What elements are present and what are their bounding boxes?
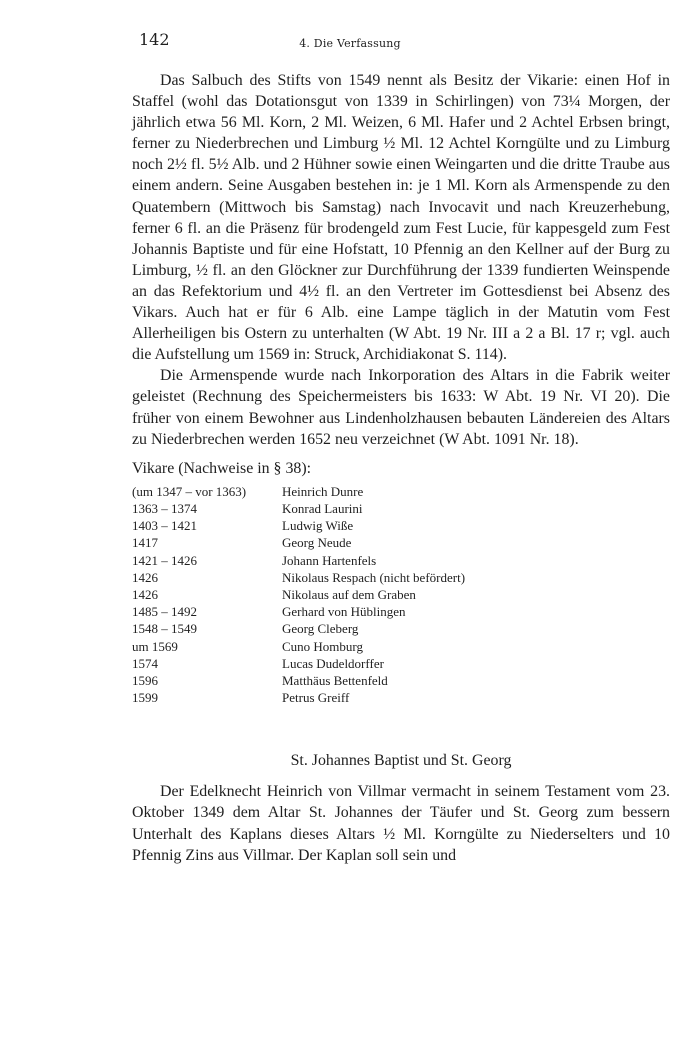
vicar-date: 1417 xyxy=(132,535,158,551)
vicar-row xyxy=(132,569,465,586)
vicar-row xyxy=(132,500,465,517)
vicar-name: Ludwig Wiße xyxy=(282,518,354,534)
vicar-row xyxy=(132,603,465,620)
vicar-row xyxy=(132,638,465,655)
vicar-name: Heinrich Dunre xyxy=(282,483,364,499)
body-paragraph-2: Die Armenspende wurde nach Inkorporation des Altars in die Fabrik weiter geleistet (Rechnung des Speichermeisters bis 1633: W Abt. 19 Nr. VI 20). Die früher von einem Bewohner aus Lindenholzhausen bebauten Ländereien des Altars zu Niederbrechen werden 1652 neu verzeichnet (W Abt. 1091 Nr. 18). xyxy=(132,367,670,448)
vicars-table xyxy=(132,483,465,707)
vicar-name: Johann Hartenfels xyxy=(282,552,377,568)
vicars-heading: Vikare (Nachweise in § 38): xyxy=(132,459,312,477)
page-header xyxy=(0,0,700,70)
vicar-date: 1548 – 1549 xyxy=(132,621,197,637)
vicar-name: Gerhard von Hüblingen xyxy=(282,604,406,620)
vicar-date: 1421 – 1426 xyxy=(132,552,197,568)
page-number: 142 xyxy=(139,30,170,49)
body-paragraph-1: Das Salbuch des Stifts von 1549 nennt als Besitz der Vikarie: einen Hof in Staffel (wohl das Dotationsgut von 1339 in Schirlingen) von 73¼ Morgen, der jährlich etwa 56 Ml. Korn, 2 Ml. Weizen, 6 Ml. Hafer und 2 Achtel Erbsen bringt, ferner zu Niederbrechen und Limburg ½ Ml. 12 Achtel Korngülte und zu Limburg noch 2½ fl. 5½ Alb. und 2 Hühner sowie einen Weingarten und die dritte Traube aus einem andern. Seine Ausgaben bestehen in: je 1 Ml. Korn als Armenspende zu den Quatembern (Mittwoch bis Samstag) nach Invocavit und nach Kreuzerhebung, ferner 6 fl. an die Präsenz für brodengeld zum Fest Lucie, für kappesgeld zum Fest Johannis Baptiste und für eine Hofstatt, 10 Pfennig an den Kellner auf der Burg zu Limburg, ½ fl. an den Glöckner zur Durchführung der 1339 fundierten Weinspende an das Refektorium und 4½ fl. an den Vertreter im Gottesdienst bei Absenz des Vikars. Auch hat er für 6 Alb. eine Lampe täglich in der Matutin vom Fest Allerheiligen bis Ostern zu unterhalten (W Abt. 19 Nr. III a 2 a Bl. 17 r; vgl. auch die Aufstellung um 1569 in: Struck, Archidiakonat S. 114). xyxy=(132,72,670,364)
vicar-date: (um 1347 – vor 1363) xyxy=(132,483,247,499)
body-paragraph-3: Der Edelknecht Heinrich von Villmar vermacht in seinem Testament vom 23. Oktober 1349 dem Altar St. Johannes der Täufer und St. Georg zum bessern Unterhalt des Kaplans dieses Altars ½ Ml. Korngülte zu Niederselters und 10 Pfennig Zins aus Villmar. Der Kaplan soll sein und xyxy=(132,783,670,864)
vicar-name: Konrad Laurini xyxy=(282,500,363,516)
vicar-date: 1596 xyxy=(132,672,158,688)
vicar-row xyxy=(132,672,465,689)
vicar-name: Matthäus Bettenfeld xyxy=(282,672,388,688)
vicar-date: 1599 xyxy=(132,690,158,706)
text-block xyxy=(132,70,670,866)
vicar-date: 1574 xyxy=(132,655,158,671)
vicar-date: um 1569 xyxy=(132,638,178,654)
vicar-name: Nikolaus Respach (nicht befördert) xyxy=(282,569,466,585)
vicar-date: 1485 – 1492 xyxy=(132,604,197,620)
vicar-date: 1403 – 1421 xyxy=(132,518,197,534)
vicar-date: 1363 – 1374 xyxy=(132,500,197,516)
vicar-date: 1426 xyxy=(132,569,158,585)
vicar-name: Georg Cleberg xyxy=(282,621,359,637)
vicar-row xyxy=(132,620,465,637)
vicar-row xyxy=(132,586,465,603)
vicar-row xyxy=(132,534,465,551)
section-heading: St. Johannes Baptist und St. Georg xyxy=(290,752,512,770)
vicar-name: Nikolaus auf dem Graben xyxy=(282,586,416,602)
vicar-name: Cuno Homburg xyxy=(282,638,364,654)
vicar-row xyxy=(132,689,465,706)
vicar-row xyxy=(132,517,465,534)
vicar-name: Georg Neude xyxy=(282,535,352,551)
vicar-row xyxy=(132,655,465,672)
running-head: 4. Die Verfassung xyxy=(299,37,401,50)
vicar-row xyxy=(132,552,465,569)
vicar-row xyxy=(132,483,465,500)
vicar-date: 1426 xyxy=(132,586,158,602)
vicar-name: Petrus Greiff xyxy=(282,690,350,706)
vicar-name: Lucas Dudeldorffer xyxy=(282,655,384,671)
